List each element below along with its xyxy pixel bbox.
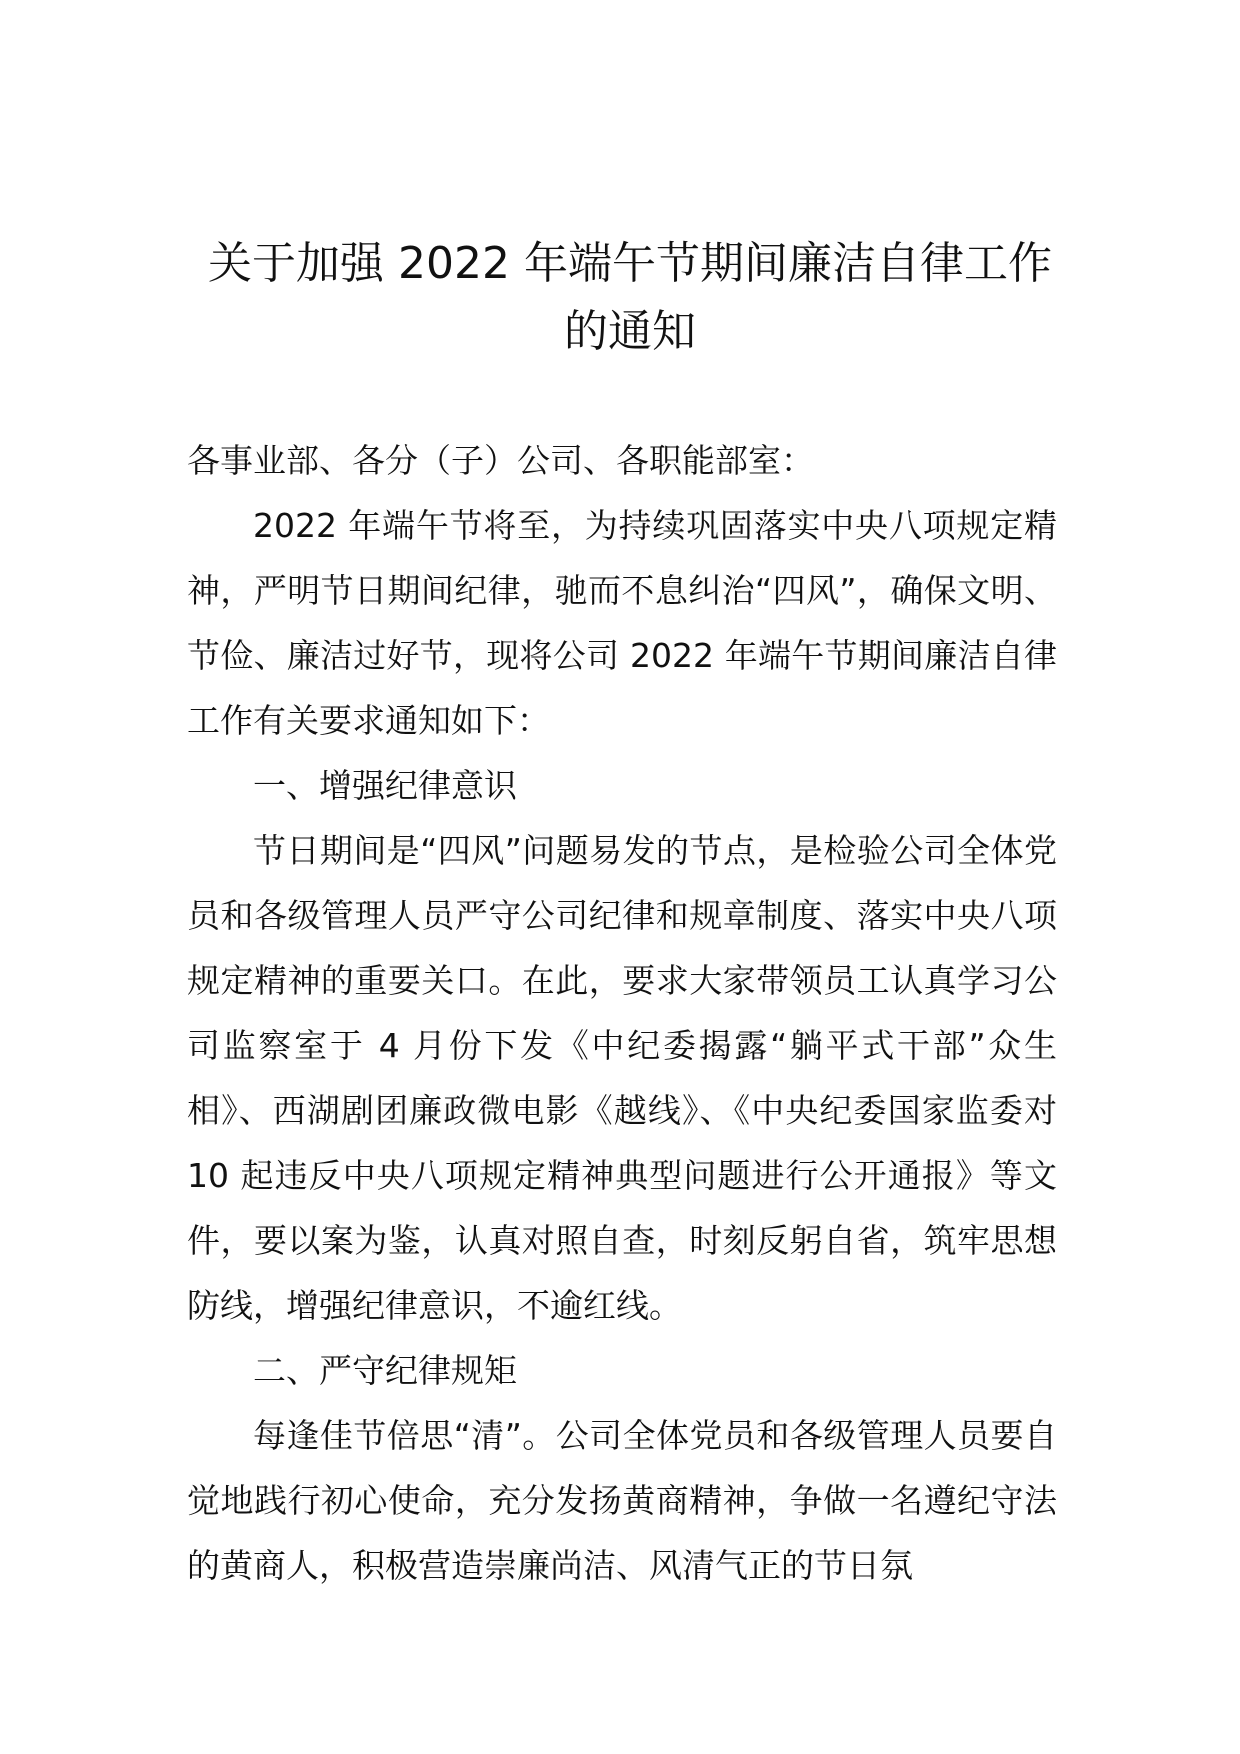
section-heading-2: 二、严守纪律规矩 — [253, 1351, 517, 1390]
section-heading-1: 一、增强纪律意识 — [253, 766, 517, 805]
salutation: 各事业部、各分（子）公司、各职能部室： — [187, 441, 814, 480]
section-paragraph-2: 每逢佳节倍思“清”。公司全体党员和各级管理人员要自觉地践行初心使命，充分发扬黄商精神，争做一名遵纪守法的黄商人，积极营造崇廉尚洁、风清气正的节日氛 — [187, 1416, 1057, 1585]
document-body — [187, 428, 1057, 1598]
title-line-2: 的通知 — [564, 306, 696, 357]
document-title — [150, 230, 1110, 366]
section-paragraph-1: 节日期间是“四风”问题易发的节点，是检验公司全体党员和各级管理人员严守公司纪律和规章制度、落实中央八项规定精神的重要关口。在此，要求大家带领员工认真学习公司监察室于 4 月份下发《中纪委揭露“躺平式干部”众生相》、西湖剧团廉政微电影《越线》、《中央纪委国家监委对 10 起违反中央八项规定精神典型问题进行公开通报》等文件，要以案为鉴，认真对照自查，时刻反躬自省，筑牢思想防线，增强纪律意识，不逾红线。 — [187, 831, 1057, 1325]
title-line-1: 关于加强 2022 年端午节期间廉洁自律工作 — [208, 238, 1052, 289]
intro-paragraph: 2022 年端午节将至，为持续巩固落实中央八项规定精神，严明节日期间纪律，驰而不息纠治“四风”，确保文明、节俭、廉洁过好节，现将公司 2022 年端午节期间廉洁自律工作有关要求通知如下： — [187, 506, 1057, 740]
